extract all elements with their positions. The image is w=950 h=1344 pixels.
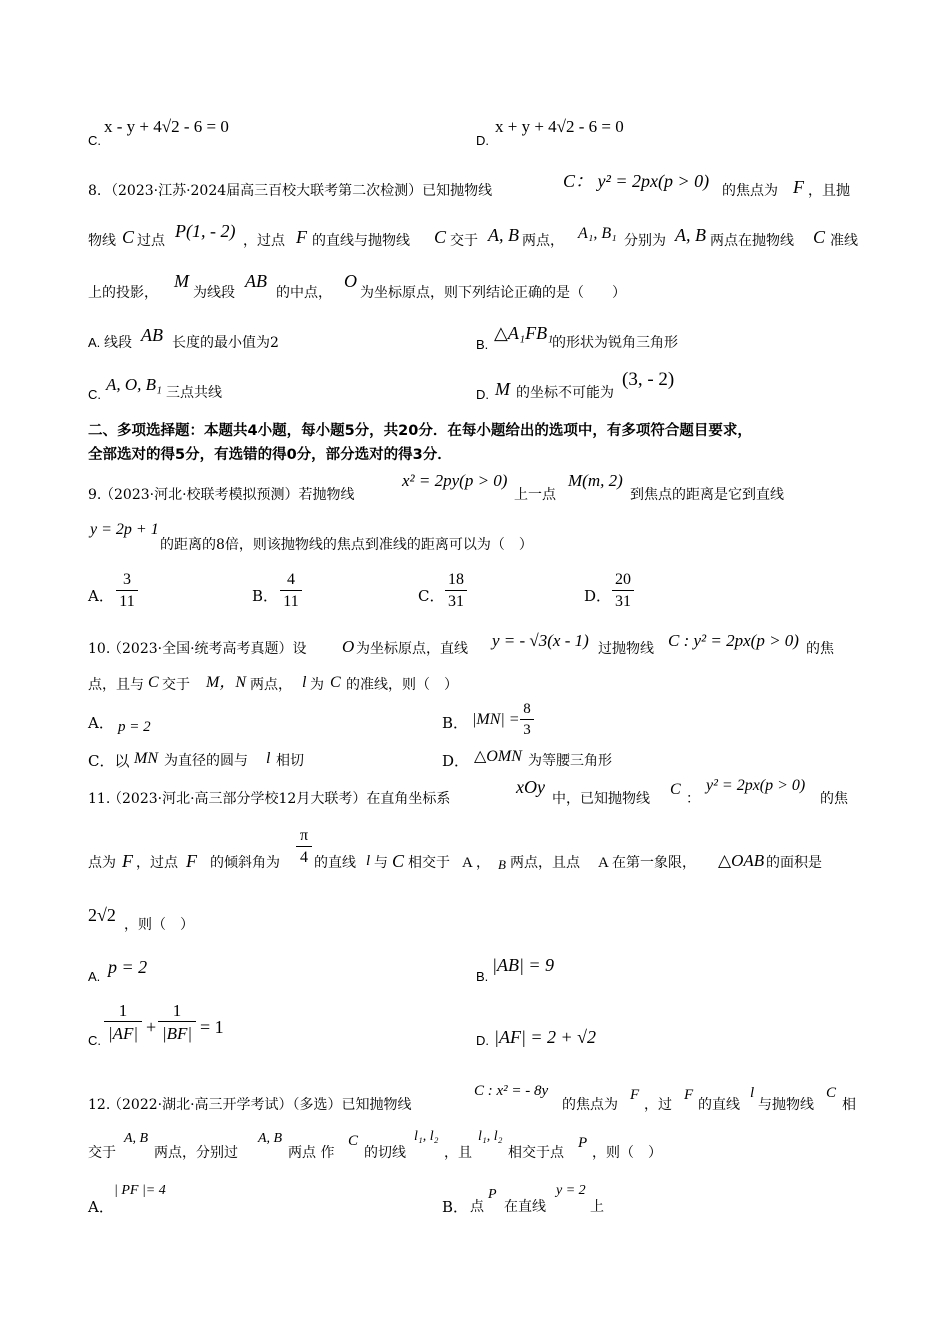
q11-text: 与 (374, 855, 388, 871)
q10-option-b-fraction (520, 702, 534, 738)
q8-option-d-point: (3, - 2) (622, 369, 675, 390)
q12-text: 的直线 (698, 1097, 740, 1113)
q9-option-d-fraction (612, 572, 634, 610)
q12-symbol-P: P (578, 1135, 588, 1151)
q11-option-c-equals: = 1 (200, 1017, 224, 1037)
q8-symbol-C: C (813, 227, 826, 247)
q11-area-value: 2√2 (88, 905, 116, 925)
q8-points-A1B1: A₁, B₁ (578, 225, 617, 242)
q11-text: 相交于 (408, 855, 450, 871)
q11-curve: y² = 2px(p > 0) (706, 777, 806, 794)
q8-text: 为坐标原点，则下列结论正确的是（ ） (360, 285, 626, 301)
q11-symbol-l: l (366, 853, 371, 869)
q12-curve: C : x² = - 8y (474, 1083, 549, 1099)
q9-option-c-label: C． (418, 587, 445, 605)
q11-text: 的焦 (820, 791, 848, 807)
q10-text: 为坐标原点，直线 (356, 641, 468, 657)
q8-text: 的直线与抛物线 (312, 233, 410, 249)
q11-text: ，则（ ） (124, 917, 194, 933)
q8-segment-AB: AB (245, 271, 267, 291)
q10-curve: C : y² = 2px(p > 0) (668, 631, 799, 650)
q10-option-d-text: 为等腰三角形 (528, 753, 612, 769)
q9-option-d-numerator: 20 (612, 572, 634, 591)
q12-option-b-text: 在直线 (504, 1199, 546, 1215)
q8-text: 交于 (450, 233, 478, 249)
q12-text: 的焦点为 (562, 1097, 618, 1113)
q10-option-c-text: 相切 (276, 753, 304, 769)
q11-text: ，过点 (136, 855, 178, 871)
q10-text: 两点， (250, 677, 292, 693)
q11-text: 中，已知抛物线 (552, 791, 650, 807)
q8-option-d-symbol-M: M (495, 379, 510, 399)
q12-number: 12. (88, 1097, 111, 1113)
q10-text: 过抛物线 (598, 641, 654, 657)
q8-text: 过点 (137, 233, 165, 249)
q10-text: 为 (310, 677, 324, 693)
q8-source: （2023·江苏·2024届高三百校大联考第二次检测）已知抛物线 (104, 183, 493, 199)
q9-source: （2023·河北·校联考模拟预测）若抛物线 (100, 487, 355, 503)
q11-option-b-label: B. (476, 969, 489, 984)
q11-angle-denominator: 4 (300, 849, 308, 866)
q11-option-c-fraction-1 (104, 1002, 142, 1042)
q11-point-B: B (498, 857, 506, 872)
q9-option-c-numerator: 18 (445, 572, 467, 591)
q12-symbol-C: C (348, 1133, 359, 1149)
q8-text: 的中点， (276, 285, 332, 301)
q12-option-b-equation: y = 2 (556, 1183, 586, 1198)
q12-symbol-F: F (684, 1087, 694, 1103)
q11-text: 在第一象限， (612, 855, 696, 871)
q11-number: 11. (88, 791, 111, 807)
q9-option-a-denominator: 11 (119, 593, 135, 610)
q12-text: 与抛物线 (758, 1097, 814, 1113)
q11-text: ： (686, 791, 700, 807)
q9-option-b-fraction (280, 572, 302, 610)
q8-option-c-points: A, O, B₁ (106, 375, 162, 394)
q12-option-a-label: A． (88, 1198, 114, 1216)
q12-option-b-symbol-P: P (488, 1187, 497, 1202)
q8-text: 物线 (88, 233, 116, 249)
q12-text: ，则（ ） (592, 1145, 662, 1161)
q10-option-c-MN: MN (134, 750, 158, 767)
q11-text: 的直线 (314, 855, 356, 871)
q11-text: ， (476, 855, 490, 871)
q10-line-equation: y = - √3(x - 1) (492, 631, 589, 650)
q12-text: 相 (842, 1097, 856, 1113)
q11-option-c-denominator-1: |AF| (107, 1024, 139, 1043)
q12-text: 的切线 (364, 1145, 406, 1161)
q8-option-a-text: 线段 (104, 335, 132, 351)
q12-text: 两点，分别过 (154, 1145, 238, 1161)
q9-option-d-denominator: 31 (615, 593, 631, 610)
q10-option-b-denominator: 3 (523, 722, 531, 738)
section-2-line-1: 二、多项选择题：本题共4小题，每小题5分，共20分．在每小题给出的选项中，有多项符合题目要求， (88, 423, 752, 439)
q10-option-d-label: D． (442, 752, 470, 770)
q8-symbol-C: C (434, 227, 447, 247)
q8-option-b-triangle: △A₁FB₁ (494, 323, 554, 343)
q9-option-c-denominator: 31 (448, 593, 464, 610)
q11-option-c-label: C. (88, 1033, 101, 1048)
q9-option-c-fraction (445, 572, 467, 610)
q8-option-b-label: B. (476, 337, 489, 352)
q8-number: 8. (88, 183, 102, 199)
q11-angle-fraction (296, 828, 312, 866)
q12-text: 相交于点 (508, 1145, 564, 1161)
q8-points-AB: A, B (675, 225, 706, 245)
q10-option-b-equation: |MN| = (472, 711, 520, 728)
q10-option-c-text: 为直径的圆与 (164, 753, 248, 769)
q8-option-d-label: D. (476, 387, 489, 402)
q10-option-b-label: B． (442, 714, 469, 732)
q8-option-c-text: 三点共线 (166, 385, 222, 401)
q9-option-a-label: A． (88, 587, 114, 605)
q10-symbol-C: C (330, 674, 341, 691)
q10-text: 的准线，则（ ） (346, 677, 458, 693)
q9-curve: x² = 2py(p > 0) (402, 471, 508, 490)
q12-text: 两点 作 (288, 1145, 335, 1161)
q11-symbol-C: C (670, 781, 681, 798)
q10-option-c-symbol-l: l (266, 750, 271, 767)
q9-option-a-fraction (116, 572, 138, 610)
q11-point-A: A (462, 855, 473, 871)
q8-text: 分别为 (624, 233, 666, 249)
q8-points-AB: A, B (488, 225, 519, 245)
q8-option-a-segment: AB (141, 325, 163, 345)
q10-text: 点，且与 (88, 677, 144, 693)
q10-points-MN: M，N (206, 674, 247, 691)
q8-point-P: P(1, - 2) (175, 221, 236, 241)
q11-text: 点为 (88, 855, 116, 871)
q8-text: 两点， (522, 233, 564, 249)
q8-text: 两点在抛物线 (710, 233, 794, 249)
q10-number: 10. (88, 641, 111, 657)
q8-option-a-text: 长度的最小值为2 (172, 335, 279, 351)
q11-option-c-plus: + (146, 1017, 157, 1037)
q9-point-M: M(m, 2) (568, 471, 623, 490)
q7-option-c-equation: x - y + 4√2 - 6 = 0 (104, 117, 229, 136)
q7-option-d-label: D. (476, 133, 489, 148)
q8-option-c-label: C. (88, 387, 101, 402)
q9-option-b-denominator: 11 (283, 593, 299, 610)
section-2-line-2: 全部选对的得5分，有选错的得0分，部分选对的得3分． (88, 447, 452, 463)
q10-option-d-triangle: △OMN (474, 748, 522, 765)
q12-source: （2022·湖北·高三开学考试）（多选）已知抛物线 (108, 1097, 412, 1113)
q11-option-d-label: D. (476, 1033, 489, 1048)
q12-option-b-label: B． (442, 1198, 469, 1216)
q11-option-c-numerator-2: 1 (158, 1002, 196, 1022)
q8-symbol-F: F (296, 227, 307, 247)
q11-point-A: A (598, 855, 609, 871)
q12-symbol-l: l (750, 1085, 755, 1101)
q11-option-c-numerator-1: 1 (104, 1002, 142, 1022)
q9-text: 的距离的8倍，则该抛物线的焦点到准线的距离可以为（ ） (160, 537, 533, 553)
q8-option-d-text: 的坐标不可能为 (516, 385, 614, 401)
q10-symbol-l: l (302, 674, 307, 691)
q12-text: 交于 (88, 1145, 116, 1161)
q11-symbol-F: F (186, 851, 197, 871)
q9-text: 到焦点的距离是它到直线 (630, 487, 784, 503)
q10-symbol-C: C (148, 674, 159, 691)
q11-option-a-label: A. (88, 969, 101, 984)
q12-symbol-C: C (826, 1085, 837, 1101)
q10-text: （2023·全国·统考高考真题）设 (108, 641, 307, 657)
q8-symbol-O: O (344, 271, 357, 291)
q11-option-a-equation: p = 2 (108, 957, 148, 977)
q12-points-AB: A, B (124, 1131, 149, 1146)
q10-option-b-numerator: 8 (520, 702, 534, 720)
q9-option-d-label: D． (584, 587, 612, 605)
q11-option-b-equation: |AB| = 9 (492, 955, 555, 975)
q8-text: 为线段 (193, 285, 235, 301)
q12-lines-l1l2: l₁, l₂ (478, 1129, 503, 1144)
q9-option-b-numerator: 4 (280, 572, 302, 591)
q12-text: ，过 (644, 1097, 672, 1113)
q8-text: ，过点 (243, 233, 285, 249)
q11-option-c-fraction-2 (158, 1002, 196, 1042)
q9-text: 上一点 (514, 487, 556, 503)
q11-option-c-denominator-2: |BF| (161, 1024, 193, 1043)
q10-text: 的焦 (806, 641, 834, 657)
q11-text: 的面积是 (766, 855, 822, 871)
q11-coordinate-system: xOy (516, 777, 545, 797)
q8-text: 准线 (830, 233, 858, 249)
q10-symbol-O: O (342, 637, 355, 656)
q7-option-d-equation: x + y + 4√2 - 6 = 0 (495, 117, 624, 136)
q8-curve: C： y² = 2px(p > 0) (563, 171, 710, 191)
q8-focus-F: F (793, 177, 804, 197)
q12-option-a-equation: | PF |= 4 (114, 1183, 166, 1198)
q8-text: ，且抛 (808, 183, 850, 199)
q11-symbol-C: C (392, 851, 405, 871)
q11-text: 的倾斜角为 (210, 855, 280, 871)
q11-triangle: △OAB (718, 851, 765, 870)
q8-text: 上的投影， (88, 285, 158, 301)
q11-angle-numerator: π (296, 828, 312, 847)
q12-option-b-text: 上 (590, 1199, 604, 1215)
q11-symbol-F: F (122, 851, 133, 871)
q12-lines-l1l2: l₁, l₂ (414, 1129, 439, 1144)
q10-option-c-label: C．以 (88, 752, 130, 770)
q8-option-b-text: 的形状为锐角三角形 (552, 335, 678, 351)
q7-option-c-label: C. (88, 133, 101, 148)
q10-option-a-equation: p = 2 (118, 719, 151, 735)
q9-option-b-label: B． (252, 587, 279, 605)
q12-option-b-text: 点 (470, 1199, 484, 1215)
q12-symbol-F: F (630, 1087, 640, 1103)
q11-text: 两点，且点 (510, 855, 580, 871)
q11-source: （2023·河北·高三部分学校12月大联考）在直角坐标系 (108, 791, 451, 807)
q11-option-d-equation: |AF| = 2 + √2 (494, 1027, 597, 1047)
q8-option-a-label: A. (88, 335, 101, 350)
q9-option-a-numerator: 3 (116, 572, 138, 591)
q10-text: 交于 (162, 677, 190, 693)
q8-symbol-M: M (174, 271, 189, 291)
q12-text: ，且 (444, 1145, 472, 1161)
q8-text: 的焦点为 (722, 183, 778, 199)
q8-symbol-C: C (122, 227, 135, 247)
q9-line-equation: y = 2p + 1 (90, 521, 159, 538)
q10-option-a-label: A． (88, 714, 114, 732)
q9-number: 9. (88, 487, 102, 503)
q12-points-AB: A, B (258, 1131, 283, 1146)
